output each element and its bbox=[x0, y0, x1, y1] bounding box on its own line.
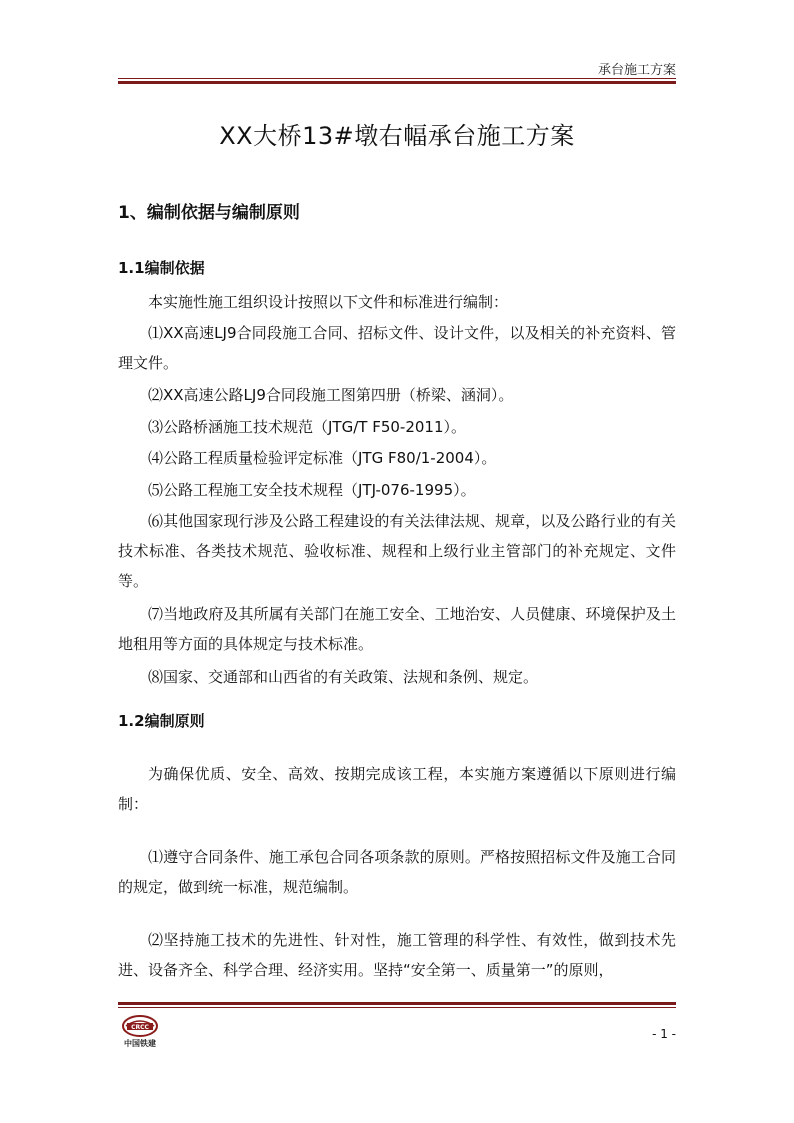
header-title: 承台施工方案 bbox=[597, 63, 676, 78]
list-item-principle-1: ⑴遵守合同条件、施工承包合同各项条款的原则。严格按照招标文件及施工合同的规定，做到统一标准，规范编制。 bbox=[118, 848, 676, 896]
footer-rule-thick bbox=[118, 1002, 676, 1005]
list-item-basis-1: ⑴XX高速LJ9合同段施工合同、招标文件、设计文件，以及相关的补充资料、管理文件。 bbox=[118, 324, 676, 372]
list-item-basis-5: ⑸公路工程施工安全技术规程（JTJ-076-1995）。 bbox=[148, 481, 476, 499]
list-item-basis-4: ⑷公路工程质量检验评定标准（JTG F80/1-2004）。 bbox=[148, 449, 497, 467]
paragraph-basis-intro: 本实施性施工组织设计按照以下文件和标准进行编制： bbox=[148, 293, 509, 311]
svg-text:中国铁建: 中国铁建 bbox=[124, 1039, 156, 1048]
list-item-basis-8: ⑻国家、交通部和山西省的有关政策、法规和条例、规定。 bbox=[148, 668, 539, 686]
subsection-heading-principles: 1.2编制原则 bbox=[118, 712, 205, 730]
header-rule-thick bbox=[118, 81, 676, 84]
company-logo bbox=[118, 1012, 162, 1052]
svg-text:CRCC: CRCC bbox=[131, 1024, 149, 1031]
document-title: XX大桥13#墩右幅承台施工方案 bbox=[219, 122, 575, 150]
subsection-heading-basis: 1.1编制依据 bbox=[118, 259, 205, 277]
list-item-principle-2: ⑵坚持施工技术的先进性、针对性，施工管理的科学性、有效性，做到技术先进、设备齐全、科学合理、经济实用。坚持“安全第一、质量第一”的原则， bbox=[118, 931, 676, 979]
list-item-basis-7: ⑺当地政府及其所属有关部门在施工安全、工地治安、人员健康、环境保护及土地租用等方面的具体规定与技术标准。 bbox=[118, 605, 676, 653]
section-heading: 1、编制依据与编制原则 bbox=[118, 203, 300, 223]
list-item-basis-6: ⑹其他国家现行涉及公路工程建设的有关法律法规、规章，以及公路行业的有关技术标准、各类技术规范、验收标准、规程和上级行业主管部门的补充规定、文件等。 bbox=[118, 512, 676, 590]
footer-rule-thin bbox=[118, 1007, 676, 1008]
page-number: - 1 - bbox=[652, 1027, 676, 1041]
paragraph-principles-intro: 为确保优质、安全、高效、按期完成该工程，本实施方案遵循以下原则进行编制： bbox=[118, 765, 676, 813]
list-item-basis-2: ⑵XX高速公路LJ9合同段施工图第四册（桥梁、涵洞）。 bbox=[148, 386, 514, 404]
header-rule-thin bbox=[118, 78, 676, 79]
list-item-basis-3: ⑶公路桥涵施工技术规范（JTG/T F50-2011）。 bbox=[148, 418, 466, 436]
